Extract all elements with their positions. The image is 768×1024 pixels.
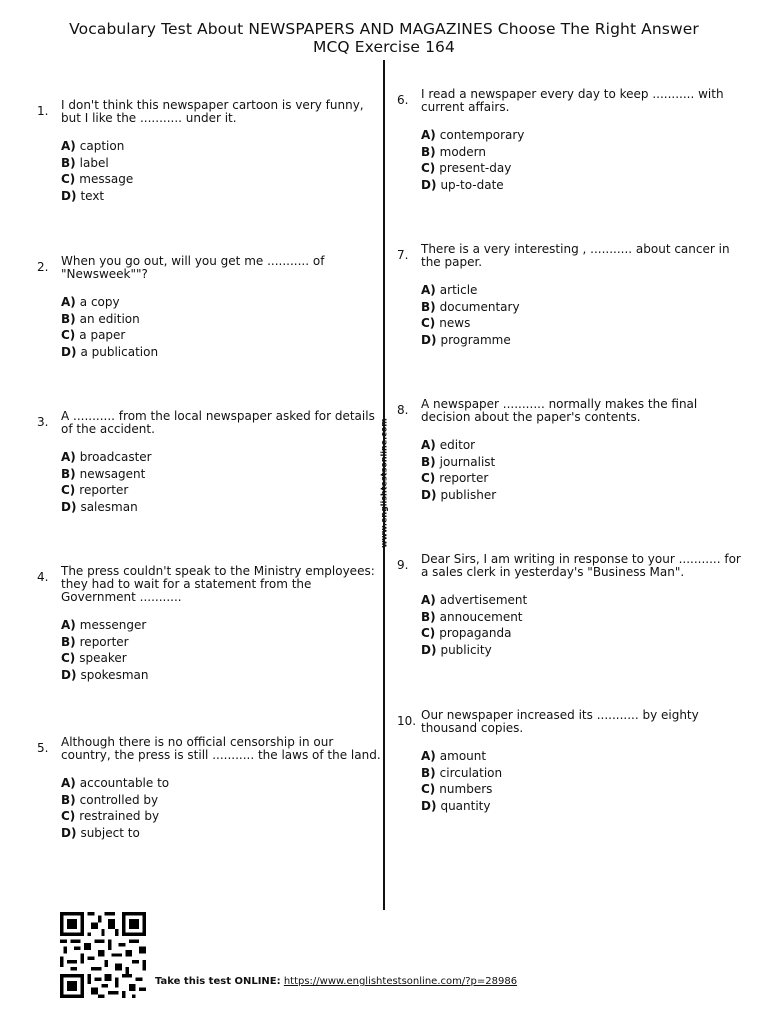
question-text [61, 255, 324, 281]
answer-option[interactable] [61, 171, 133, 188]
qr-code-icon [58, 912, 148, 998]
option-text: amount [439, 749, 487, 763]
option-letter: D) [421, 798, 437, 813]
option-text: subject to [80, 825, 140, 840]
answer-option[interactable] [61, 482, 152, 499]
question-text-line: of the accident. [61, 422, 155, 436]
option-text: text [80, 188, 105, 203]
option-text: restrained by [79, 809, 160, 824]
option-letter: C) [421, 471, 436, 486]
answer-option[interactable] [421, 299, 520, 316]
question-text-line: The press couldn't speak to the Ministry employees: [61, 564, 375, 578]
question-text-line: country, the press is still ........... the laws of the land. [61, 748, 381, 762]
option-text: publisher [440, 487, 497, 502]
question-text [61, 736, 381, 762]
answer-option[interactable] [61, 792, 169, 809]
option-letter: D) [61, 667, 77, 682]
option-letter: C) [61, 328, 76, 343]
sidebar-url: www.englishtestsonline.com [379, 418, 389, 548]
answer-option[interactable] [61, 634, 148, 651]
option-text: controlled by [79, 792, 159, 807]
option-letter: B) [421, 609, 436, 624]
question-text-line: thousand copies. [421, 721, 524, 735]
option-text: circulation [439, 765, 503, 780]
answer-options [61, 775, 169, 841]
option-text: reporter [439, 471, 489, 486]
question-text-line: Dear Sirs, I am writing in response to your ........... for [421, 552, 741, 566]
option-letter: B) [61, 155, 76, 170]
question-number: 5. [37, 741, 49, 755]
option-text: documentary [439, 299, 520, 314]
option-letter: B) [421, 454, 436, 469]
answer-option[interactable] [61, 667, 148, 684]
answer-options [421, 282, 520, 348]
answer-option[interactable] [421, 332, 520, 349]
answer-option[interactable] [61, 466, 152, 483]
option-letter: A) [61, 776, 76, 790]
option-letter: A) [421, 749, 436, 763]
answer-option[interactable] [61, 311, 158, 328]
option-letter: A) [61, 450, 76, 464]
question-text [421, 398, 697, 424]
question-number: 2. [37, 260, 49, 274]
option-text: reporter [79, 483, 129, 498]
answer-option[interactable] [421, 798, 502, 815]
option-text: journalist [439, 454, 496, 469]
option-letter: A) [421, 593, 436, 607]
option-text: label [79, 155, 109, 170]
answer-option[interactable] [421, 454, 496, 471]
answer-option[interactable] [61, 825, 169, 842]
question-number: 1. [37, 104, 49, 118]
question-number: 9. [397, 558, 409, 572]
answer-option[interactable] [421, 781, 502, 798]
answer-options [61, 294, 158, 360]
answer-option[interactable] [421, 160, 524, 177]
question-number: 7. [397, 248, 409, 262]
answer-option[interactable] [61, 650, 148, 667]
option-letter: C) [421, 161, 436, 176]
option-text: salesman [80, 499, 138, 514]
option-text: messenger [79, 618, 147, 632]
answer-option[interactable] [421, 487, 496, 504]
option-text: spokesman [80, 667, 149, 682]
option-text: a publication [80, 344, 159, 359]
option-letter: D) [421, 642, 437, 657]
question-number: 6. [397, 93, 409, 107]
question-text-line: they had to wait for a statement from the [61, 577, 312, 591]
option-text: reporter [79, 634, 129, 649]
answer-option[interactable] [421, 625, 527, 642]
answer-option[interactable] [421, 609, 527, 626]
question-text [421, 553, 741, 579]
question-text-line: There is a very interesting , ........... about cancer in [421, 242, 730, 256]
question-text [61, 410, 375, 436]
question-number: 8. [397, 403, 409, 417]
answer-option[interactable] [421, 765, 502, 782]
question-text-line: A ........... from the local newspaper asked for details [61, 409, 375, 423]
question-text-line: a sales clerk in yesterday's "Business Man". [421, 565, 685, 579]
answer-option[interactable] [61, 294, 158, 311]
answer-option[interactable] [61, 808, 169, 825]
option-text: contemporary [439, 128, 525, 142]
option-letter: B) [61, 466, 76, 481]
option-letter: B) [421, 144, 436, 159]
title-line-1: Vocabulary Test About NEWSPAPERS AND MAGAZINES Choose The Right Answer [69, 20, 699, 38]
answer-option[interactable] [421, 282, 520, 299]
option-letter: D) [61, 344, 77, 359]
answer-option[interactable] [421, 315, 520, 332]
question-text [421, 243, 730, 269]
option-letter: C) [61, 651, 76, 666]
option-text: newsagent [79, 466, 146, 481]
option-letter: B) [61, 311, 76, 326]
option-text: annoucement [439, 609, 523, 624]
option-text: publicity [440, 642, 492, 657]
option-letter: D) [61, 499, 77, 514]
answer-options [61, 138, 133, 204]
answer-option[interactable] [61, 617, 148, 634]
option-text: an edition [79, 311, 140, 326]
question-text-line: "Newsweek""? [61, 267, 148, 281]
option-letter: C) [61, 483, 76, 498]
option-text: a paper [79, 328, 126, 343]
option-text: accountable to [79, 776, 170, 790]
question-number: 10. [397, 714, 417, 728]
option-letter: C) [421, 626, 436, 641]
option-text: present-day [439, 161, 512, 176]
option-text: quantity [440, 798, 491, 813]
answer-option[interactable] [61, 344, 158, 361]
answer-option[interactable] [61, 499, 152, 516]
option-letter: D) [421, 487, 437, 502]
option-letter: A) [61, 295, 76, 309]
answer-options [61, 449, 152, 515]
answer-option[interactable] [61, 449, 152, 466]
option-letter: C) [61, 809, 76, 824]
option-letter: D) [61, 825, 77, 840]
answer-option[interactable] [421, 470, 496, 487]
option-text: speaker [79, 651, 127, 666]
answer-options [421, 127, 524, 193]
answer-option[interactable] [61, 138, 133, 155]
test-online-link[interactable]: https://www.englishtestsonline.com/?p=28986 [283, 976, 518, 987]
option-letter: A) [421, 128, 436, 142]
option-text: news [439, 316, 471, 331]
option-text: caption [79, 139, 125, 153]
answer-option[interactable] [61, 327, 158, 344]
option-letter: C) [421, 316, 436, 331]
question-text [421, 88, 724, 114]
option-text: up-to-date [440, 177, 504, 192]
option-letter: D) [421, 332, 437, 347]
option-letter: C) [61, 172, 76, 187]
option-text: broadcaster [79, 450, 152, 464]
question-text-line: Our newspaper increased its ........... by eighty [421, 708, 699, 722]
question-text-line: I read a newspaper every day to keep ........... with [421, 87, 724, 101]
question-text [61, 99, 364, 125]
footer-label: Take this test ONLINE: [155, 976, 281, 987]
option-text: a copy [79, 295, 120, 309]
question-text [421, 709, 699, 735]
answer-option[interactable] [421, 437, 496, 454]
title-line-2: MCQ Exercise 164 [313, 38, 455, 56]
answer-option[interactable] [421, 127, 524, 144]
question-text-line: decision about the paper's contents. [421, 410, 641, 424]
answer-option[interactable] [421, 642, 527, 659]
answer-options [421, 592, 527, 658]
option-letter: A) [61, 618, 76, 632]
answer-option[interactable] [61, 775, 169, 792]
answer-option[interactable] [421, 748, 502, 765]
question-text-line: I don't think this newspaper cartoon is very funny, [61, 98, 364, 112]
question-text-line: Government ........... [61, 590, 182, 604]
option-text: advertisement [439, 593, 528, 607]
option-text: numbers [439, 782, 493, 797]
question-text-line: but I like the ........... under it. [61, 111, 237, 125]
answer-option[interactable] [61, 188, 133, 205]
option-letter: B) [421, 765, 436, 780]
option-letter: A) [61, 139, 76, 153]
question-text-line: current affairs. [421, 100, 510, 114]
option-letter: B) [61, 634, 76, 649]
option-text: article [439, 283, 478, 297]
option-letter: B) [421, 299, 436, 314]
option-letter: D) [61, 188, 77, 203]
answer-option[interactable] [421, 592, 527, 609]
question-text [61, 565, 375, 604]
answer-options [61, 617, 148, 683]
answer-options [421, 437, 496, 503]
option-text: editor [439, 438, 476, 452]
page-title [0, 20, 768, 56]
question-text-line: A newspaper ........... normally makes the final [421, 397, 698, 411]
answer-options [421, 748, 502, 814]
option-letter: A) [421, 438, 436, 452]
question-number: 3. [37, 415, 49, 429]
answer-option[interactable] [421, 177, 524, 194]
option-text: programme [440, 332, 511, 347]
option-letter: C) [421, 782, 436, 797]
option-text: message [79, 172, 134, 187]
option-text: propaganda [439, 626, 512, 641]
footer [155, 976, 517, 987]
option-letter: D) [421, 177, 437, 192]
option-letter: A) [421, 283, 436, 297]
question-text-line: Although there is no official censorship in our [61, 735, 334, 749]
question-text-line: When you go out, will you get me ........... of [61, 254, 325, 268]
option-text: modern [439, 144, 486, 159]
question-text-line: the paper. [421, 255, 483, 269]
option-letter: B) [61, 792, 76, 807]
question-number: 4. [37, 570, 49, 584]
answer-option[interactable] [61, 155, 133, 172]
answer-option[interactable] [421, 144, 524, 161]
